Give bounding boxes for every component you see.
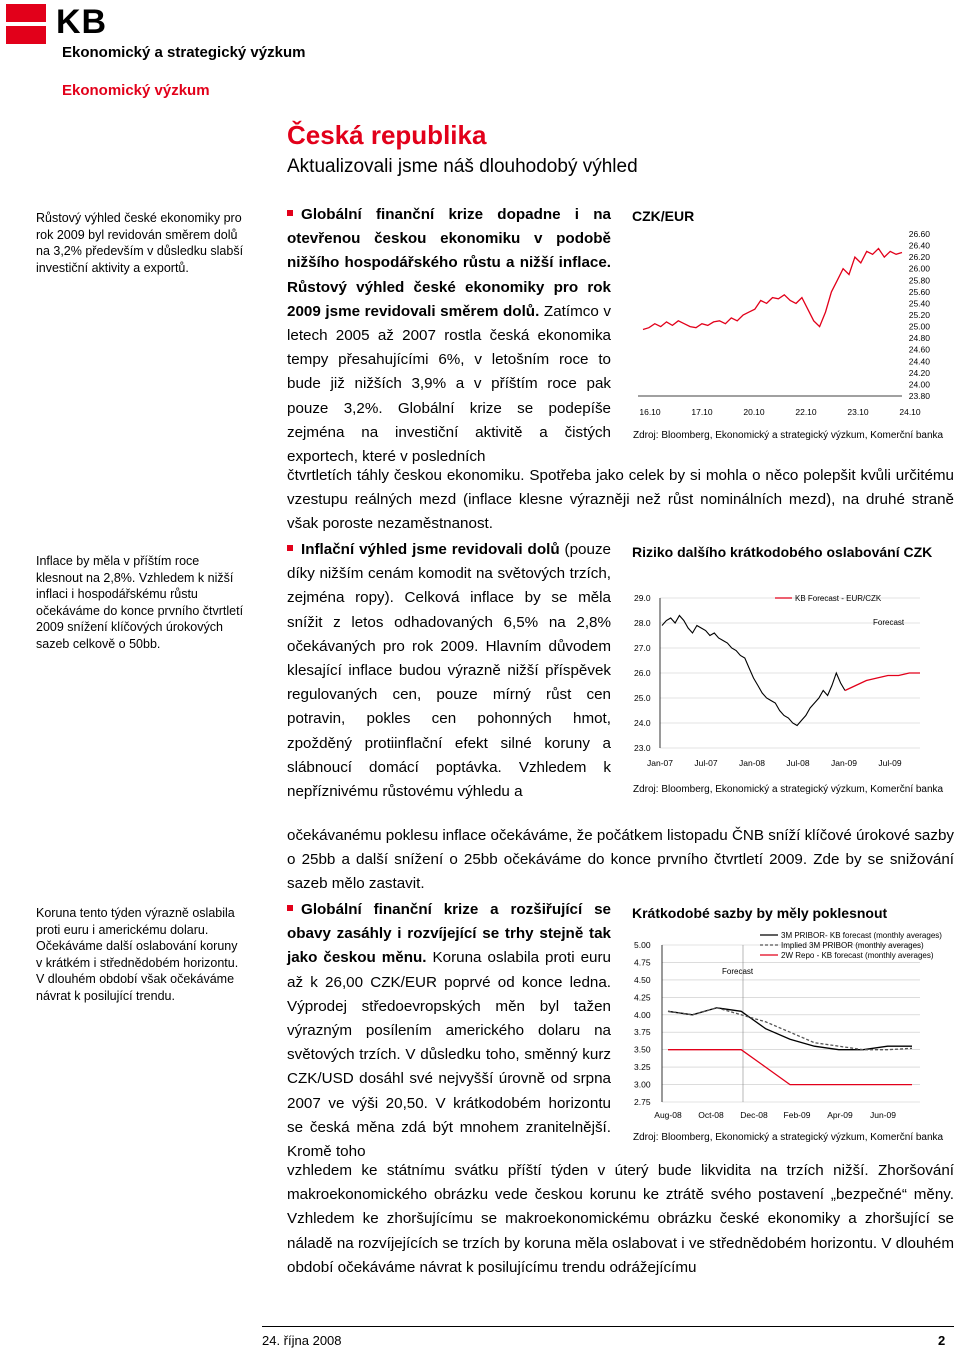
y-tick-label: 5.00 xyxy=(634,940,651,950)
chart-rates xyxy=(630,925,955,1125)
x-tick-label: Jan-08 xyxy=(739,758,765,768)
x-tick-label: Feb-09 xyxy=(783,1110,811,1120)
y-tick-label: 29.0 xyxy=(634,593,651,603)
section-currency-lead: Globální finanční krize a rozšiřující se obavy zasáhly i rozvíjející se trhy stejně tak jako českou měnu. xyxy=(287,901,611,967)
x-tick-label: Jul-08 xyxy=(786,758,810,768)
section-currency xyxy=(287,898,611,1164)
legend-label: 3M PRIBOR- KB forecast (monthly averages) xyxy=(781,931,942,940)
chart-czk-eur-source: Zdroj: Bloomberg, Ekonomický a strategický výzkum, Komerční banka xyxy=(633,430,944,441)
sidebar-note-inflation: Inflace by měla v příštím roce klesnout na 2,8%. Vzhledem k nižší inflaci i hospodářskému růstu očekáváme do konce prvního čtvrtletí 2009 snížení klíčových úrokových sazeb celkově o 50bb. xyxy=(36,554,244,651)
y-tick-label: 23.80 xyxy=(908,391,930,401)
x-tick-label: 24.10 xyxy=(899,407,921,416)
section-growth-lead: Globální finanční krize dopadne i na otevřenou českou ekonomiku v podobě nižšího hospodářského růstu a nižší inflace. Růstový výhled české ekonomiky pro rok 2009 jsme revidovali směrem dolů. xyxy=(287,206,611,320)
section-growth xyxy=(287,203,611,469)
chart-czk-eur-title: CZK/EUR xyxy=(632,208,695,224)
y-tick-label: 4.00 xyxy=(634,1009,651,1020)
y-tick-label: 3.75 xyxy=(634,1027,651,1038)
y-tick-label: 4.75 xyxy=(634,957,651,968)
y-tick-label: 24.60 xyxy=(908,344,930,355)
y-tick-label: 3.50 xyxy=(634,1044,651,1055)
sidebar-note-growth: Růstový výhled české ekonomiky pro rok 2009 byl revidován směrem dolů na 3,2% především v důsledku slabší investiční aktivity a exportů. xyxy=(36,211,244,275)
footer-date: 24. října 2008 xyxy=(262,1333,342,1348)
y-tick-label: 23.0 xyxy=(634,743,651,753)
kb-logo-text: KB xyxy=(56,3,108,41)
x-tick-label: Dec-08 xyxy=(740,1110,768,1120)
chart-czk-risk-title: Riziko dalšího krátkodobého oslabování CZK xyxy=(632,544,933,560)
series-line-kb-forecast xyxy=(845,673,920,691)
x-tick-label: Jul-09 xyxy=(878,758,902,768)
bullet-icon xyxy=(287,905,293,911)
series-line-3m-pribor xyxy=(668,1008,912,1050)
y-tick-label: 24.0 xyxy=(634,718,651,728)
y-tick-label: 25.40 xyxy=(908,298,930,309)
section-currency-text: Koruna oslabila proti euru až k 26,00 CZK/EUR poprvé od konce ledna. Výprodej středoevropských měn byl tažen výrazným posílením amerického dolaru na světových trzích. V důsledku toho, směnný kurz CZK/USD dosáhl své nejvyšší úrovně od srpna 2007 ve výši 20,50. V krátkodobém horizontu se česká měna zdá být mnohem zranitelnější. Kromě toho xyxy=(287,949,611,1161)
forecast-annotation: Forecast xyxy=(722,967,754,976)
section-growth-continued: čtvrtletích táhly českou ekonomiku. Spotřeba jako celek by si mohla o něco polepšit kvůli určitému vzestupu reálných mezd (inflace klesne výrazněji než růst nominálních mezd), na druhé straně však poroste nezaměstnanost. xyxy=(287,467,954,533)
y-tick-label: 25.80 xyxy=(908,275,930,286)
section-currency-continued: vzhledem ke státnímu svátku příští týden v úterý bude likvidita na trzích nižší. Zhoršování makroekonomického obrázku vede českou korunu ke ztrátě svého postavení „bezpečné“ měny. Vzhledem ke zhoršujícímu se makroekonomickému obrázku české ekonomiky a zhoršující se náladě na rozvíjejících se trzích by koruna měla oslabovat i ve střednědobém horizontu. V dlouhém období očekáváme návrat k posilujícímu trendu odrážejícímu xyxy=(287,1162,954,1276)
series-line-czk-eur xyxy=(643,249,902,330)
y-tick-label: 3.25 xyxy=(634,1062,651,1073)
x-tick-label: 23.10 xyxy=(847,407,869,416)
y-tick-label: 3.00 xyxy=(634,1079,651,1090)
y-tick-label: 25.0 xyxy=(634,693,651,703)
section-inflation xyxy=(287,538,611,804)
section-inflation-continued: očekávanému poklesu inflace očekáváme, že počátkem listopadu ČNB sníží klíčové úrokové sazby o 25bb a další snížení o 25bb očekáváme do konce prvního čtvrtletí 2009. Zde by se snižování sazeb mělo zastavit. xyxy=(287,827,954,893)
page-subtitle: Aktualizovali jsme náš dlouhodobý výhled xyxy=(287,156,638,177)
section-growth-text: Zatímco v letech 2005 až 2007 rostla česká ekonomika tempy přesahujícími 6%, v letošním roce to bude již nižších 3,9% a v příštím roce pak pouze 3,2%. Globální krize se podepíše zejména na investiční aktivitě a čistých exportech, které v posledních xyxy=(287,302,611,466)
legend-label: 2W Repo - KB forecast (monthly averages) xyxy=(781,951,934,960)
y-tick-label: 25.20 xyxy=(908,310,930,320)
chart-rates-title: Krátkodobé sazby by měly poklesnout xyxy=(632,905,888,921)
department-title: Ekonomický a strategický výzkum xyxy=(62,44,306,61)
page-number: 2 xyxy=(938,1333,946,1348)
chart-czk-eur xyxy=(630,228,960,416)
y-tick-label: 2.75 xyxy=(634,1097,651,1107)
legend-label-forecast: KB Forecast - EUR/CZK xyxy=(795,594,882,603)
x-tick-label: Oct-08 xyxy=(698,1110,724,1120)
bullet-icon xyxy=(287,210,293,216)
y-tick-label: 24.40 xyxy=(908,356,930,367)
forecast-annotation: Forecast xyxy=(873,618,905,627)
y-tick-label: 25.00 xyxy=(908,321,930,332)
x-tick-label: Jun-09 xyxy=(870,1110,896,1120)
sidebar-note-koruna: Koruna tento týden výrazně oslabila proti euru i americkému dolaru. Očekáváme další oslabování koruny v krátkém i střednědobém horizontu. V dlouhém období však očekáváme návrat k posilující trendu. xyxy=(36,906,239,1003)
y-tick-label: 26.0 xyxy=(634,668,651,678)
x-tick-label: 16.10 xyxy=(639,407,661,416)
bullet-icon xyxy=(287,545,293,551)
section-inflation-lead: Inflační výhled jsme revidovali dolů xyxy=(301,541,560,558)
y-tick-label: 24.80 xyxy=(908,333,930,344)
y-tick-label: 26.20 xyxy=(908,252,930,263)
y-tick-label: 26.40 xyxy=(908,240,930,251)
series-line-implied-pribor xyxy=(668,1008,912,1050)
footer-divider xyxy=(262,1326,954,1327)
chart-czk-risk xyxy=(630,588,955,773)
x-tick-label: 22.10 xyxy=(795,407,817,416)
page-title: Česká republika xyxy=(287,120,487,150)
section-inflation-text: (pouze díky nižším cenám komodit na světových trzích, zejména ropy). Celková inflace by se měla snížit z letos odhadovaných 6,5% na 2,8% očekávaných pro rok 2009. Hlavním důvodem klesající inflace budou výrazně nižší příspěvek regulovaných cen, pouze mírný růst cen potravin, pokles cen pohonných hmot, zpožděný protiinflační efekt silné koruny a slábnoucí domácí poptávka. Vzhledem k nepříznivému růstovému výhledu a xyxy=(287,541,611,801)
y-tick-label: 28.0 xyxy=(634,618,651,628)
y-tick-label: 4.25 xyxy=(634,992,651,1003)
y-tick-label: 24.00 xyxy=(908,379,930,390)
section-title: Ekonomický výzkum xyxy=(62,82,210,99)
x-tick-label: Jan-09 xyxy=(831,758,857,768)
chart-czk-risk-source: Zdroj: Bloomberg, Ekonomický a strategický výzkum, Komerční banka xyxy=(633,784,944,795)
x-tick-label: 17.10 xyxy=(691,407,713,416)
y-tick-label: 26.60 xyxy=(908,229,930,239)
x-tick-label: Aug-08 xyxy=(654,1110,682,1120)
series-line-eur-czk xyxy=(662,616,845,726)
x-tick-label: Jul-07 xyxy=(694,758,718,768)
y-tick-label: 24.20 xyxy=(908,367,930,378)
x-tick-label: Apr-09 xyxy=(827,1110,853,1120)
y-tick-label: 25.60 xyxy=(908,286,930,297)
y-tick-label: 4.50 xyxy=(634,974,651,985)
legend-label: Implied 3M PRIBOR (monthly averages) xyxy=(781,941,924,950)
y-tick-label: 26.00 xyxy=(908,263,930,274)
y-tick-label: 27.0 xyxy=(634,643,651,653)
chart-rates-source: Zdroj: Bloomberg, Ekonomický a strategický výzkum, Komerční banka xyxy=(633,1132,944,1143)
x-tick-label: Jan-07 xyxy=(647,758,673,768)
kb-logo-mark xyxy=(6,4,46,44)
x-tick-label: 20.10 xyxy=(743,407,765,416)
